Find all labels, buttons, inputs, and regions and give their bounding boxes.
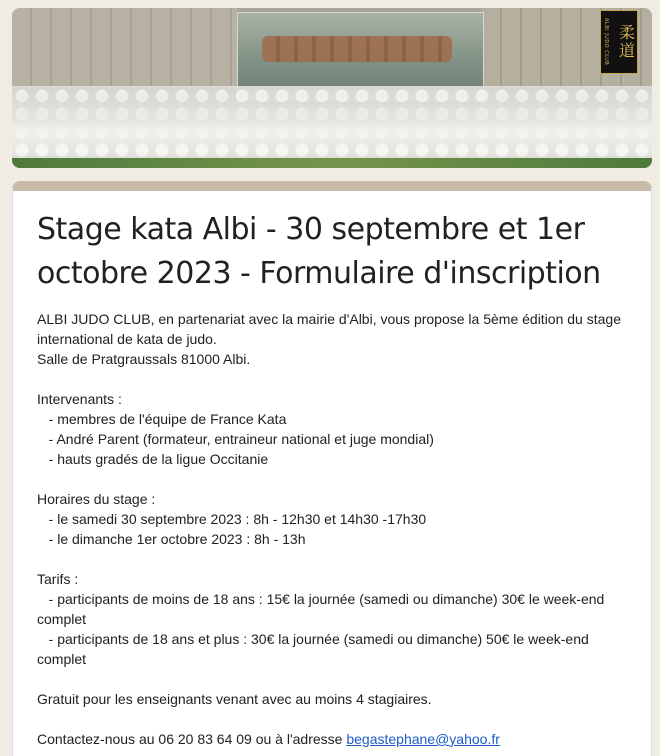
banner-judoka-group: [12, 86, 652, 158]
banner-tatami: [12, 158, 652, 168]
description-line: [37, 709, 627, 729]
description-line: Horaires du stage :: [37, 491, 156, 507]
contact-email-link[interactable]: begastephane@yahoo.fr: [346, 731, 500, 747]
description-line: [37, 469, 627, 489]
form-title: Stage kata Albi - 30 septembre et 1er octobre 2023 - Formulaire d'inscription: [37, 212, 601, 291]
description-line: Intervenants :: [37, 391, 122, 407]
form-header-card: [12, 181, 652, 756]
description-line: [37, 369, 627, 389]
description-line: Salle de Pratgraussals 81000 Albi.: [37, 351, 251, 367]
description-line: Gratuit pour les enseignants venant avec au moins 4 stagiaires.: [37, 691, 432, 707]
club-logo: [600, 10, 638, 74]
description-line: - participants de 18 ans et plus : 30€ la journée (samedi ou dimanche) 50€ le week-end complet: [37, 631, 593, 667]
contact-text: Contactez-nous au 06 20 83 64 09 ou à l'adresse: [37, 731, 347, 747]
description-line: - le dimanche 1er octobre 2023 : 8h - 13h: [37, 531, 306, 547]
description-line: [37, 549, 627, 569]
description-line: - membres de l'équipe de France Kata: [37, 411, 287, 427]
header-banner-image: [12, 8, 652, 168]
contact-line: [37, 729, 627, 749]
description-line: ALBI JUDO CLUB, en partenariat avec la mairie d'Albi, vous propose la 5ème édition du stage international de kata de judo.: [37, 311, 625, 347]
logo-club-name: ALBI JUDO CLUB: [603, 18, 609, 66]
description-line: - participants de moins de 18 ans : 15€ la journée (samedi ou dimanche) 30€ le week-end complet: [37, 591, 609, 627]
description-line: Tarifs :: [37, 571, 79, 587]
logo-kanji: [619, 24, 635, 60]
logo-kanji-do: 道: [618, 41, 635, 60]
banner-bridge-image: [262, 36, 452, 62]
description-line: - le samedi 30 septembre 2023 : 8h - 12h30 et 14h30 -17h30: [37, 511, 427, 527]
form-description: [37, 309, 627, 749]
logo-kanji-ju: 柔: [618, 23, 635, 42]
description-line: [37, 669, 627, 689]
description-line: - André Parent (formateur, entraineur national et juge mondial): [37, 431, 434, 447]
banner-wall-left: [12, 8, 237, 88]
description-line: - hauts gradés de la ligue Occitanie: [37, 451, 269, 467]
